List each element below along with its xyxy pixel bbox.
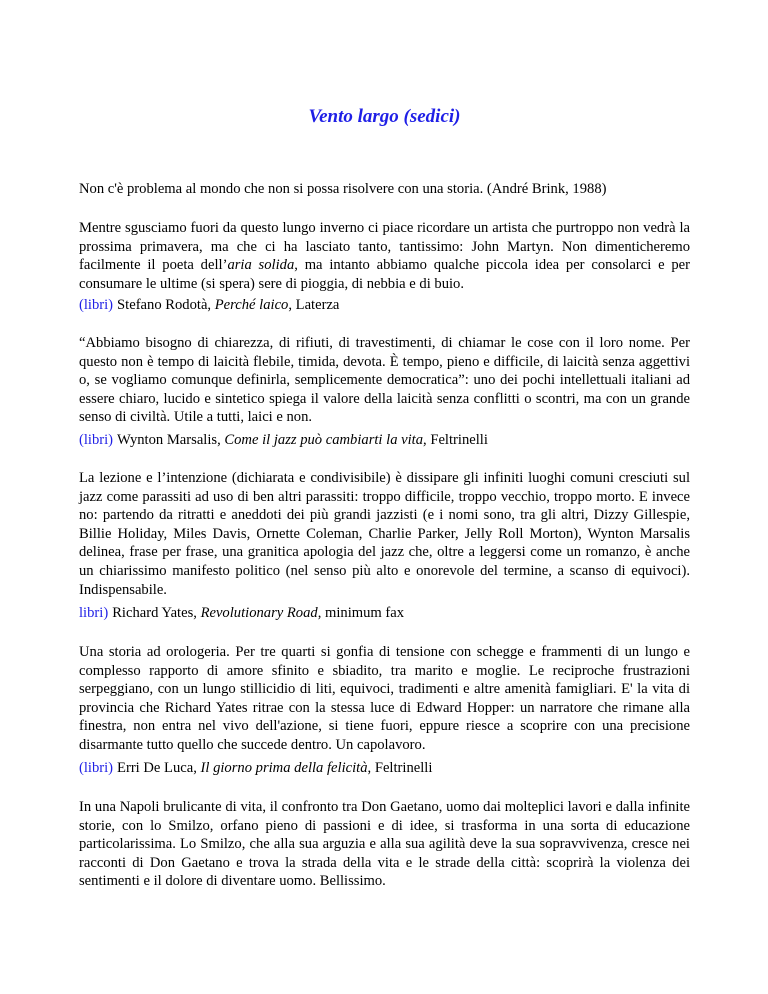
intro-paragraph	[79, 219, 690, 293]
entry-author: Stefano Rodotà,	[117, 297, 215, 313]
entry-review-rodota: “Abbiamo bisogno di chiarezza, di rifiuti, di travestimenti, di chiamar le cose con il loro nome. Per questo non è tempo di laicità flebile, timida, devota. È tempo, pieno e difficile, di laicità senza aggettivi o, se vogliamo comunque definirla, semplicemente democratica”: uno dei pochi intellettuali italiani ad essere chiaro, lucido e sintetico spiega il valore della laicità senza conflitti o scontri, ma con un grande senso di civiltà. Utile a tutti, laici e non.	[79, 335, 690, 426]
entry-review-marsalis: La lezione e l’intenzione (dichiarata e condivisibile) è dissipare gli infiniti luoghi comuni cresciuti sul jazz come parassiti ad uso di ben altri parassiti: troppo difficile, troppo vecchio, troppo morto. E invece no: partendo da ritratti e aneddoti dei più grandi jazzisti (e i nomi sono, tra gli altri, Dizzy Gillespie, Billie Holiday, Miles Davis, Ornette Coleman, Charlie Parker, Jelly Roll Morton), Wynton Marsalis delinea, frase per frase, una granitica apologia del jazz che, oltre a leggersi come un romanzo, è anche un chiarissimo manifesto politico (nel senso più alto e onorevole del termine, a scanso di equivoci). Indispensabile.	[79, 470, 690, 598]
entry-author: Erri De Luca,	[117, 760, 201, 776]
epigraph: Non c'è problema al mondo che non si possa risolvere con una storia. (André Brink, 1988)	[79, 181, 607, 197]
entry-author: Richard Yates,	[112, 605, 201, 621]
entry-heading-rodota	[79, 296, 690, 315]
entry-book-title: Come il jazz può cambiarti la vita	[224, 432, 424, 448]
intro-italic: aria solida	[227, 257, 295, 274]
entry-heading-de-luca	[79, 759, 690, 778]
entry-review-de-luca: In una Napoli brulicante di vita, il confronto tra Don Gaetano, uomo dai molteplici lavori e dalla infinite storie, con lo Smilzo, orfano pieno di passioni e di idee, si trasforma in una sorta di educazione particolarissima. Lo Smilzo, che alla sua arguzia e alla sua agilità deve la sua sopravvivenza, cresce nei racconti di Don Gaetano e trova la strada della vita e le strade della città: scoprirà la violenza dei sentimenti e il dolore di diventare uomo. Bellissimo.	[79, 799, 690, 890]
category-tag: (libri)	[79, 297, 114, 313]
intro-text-after: , ma intanto abbiamo qualche piccola idea per consolarci e per consumare le ultime (si spera) sere di pioggia, di nebbia e di buio.	[79, 257, 691, 292]
entry-heading-yates	[79, 604, 690, 623]
category-tag: (libri)	[79, 432, 114, 448]
entry-review-yates: Una storia ad orologeria. Per tre quarti si gonfia di tensione con schegge e frammenti di un lungo e complesso rapporto di amore sfinito e sbiadito, tra marito e moglie. Le reciproche frustrazioni serpeggiano, con un lungo stillicidio di liti, equivoci, tradimenti e altre amenità famigliari. E' la vita di provincia che Richard Yates ritrae con la stessa luce di Edward Hopper: un narratore che rimane alla finestra, non entra nel vivo dell'azione, si tiene fuori, eppure riesce a scoprire con una precisione disarmante tutto quello che succede dentro. Un capolavoro.	[79, 644, 690, 753]
entry-heading-marsalis	[79, 431, 690, 450]
entry-author: Wynton Marsalis,	[117, 432, 225, 448]
entry-publisher: , Laterza	[288, 297, 340, 313]
entry-book-title: Il giorno prima della felicità	[200, 760, 368, 776]
category-tag: (libri)	[79, 760, 114, 776]
entry-book-title: Perché laico	[214, 297, 289, 313]
entry-publisher: , Feltrinelli	[423, 432, 488, 448]
entry-publisher: , Feltrinelli	[367, 760, 433, 776]
entry-book-title: Revolutionary Road	[200, 605, 318, 621]
intro-text-before: Mentre sgusciamo fuori da questo lungo inverno ci piace ricordare un artista che purtroppo non vedrà la prossima primavera, ma che ci ha lasciato tanto, tantissimo: John Martyn. Non dimenticheremo facilmente il poeta dell’	[79, 220, 690, 274]
document-title: Vento largo (sedici)	[308, 106, 461, 127]
entry-publisher: , minimum fax	[317, 605, 405, 621]
category-tag: libri)	[79, 605, 109, 621]
